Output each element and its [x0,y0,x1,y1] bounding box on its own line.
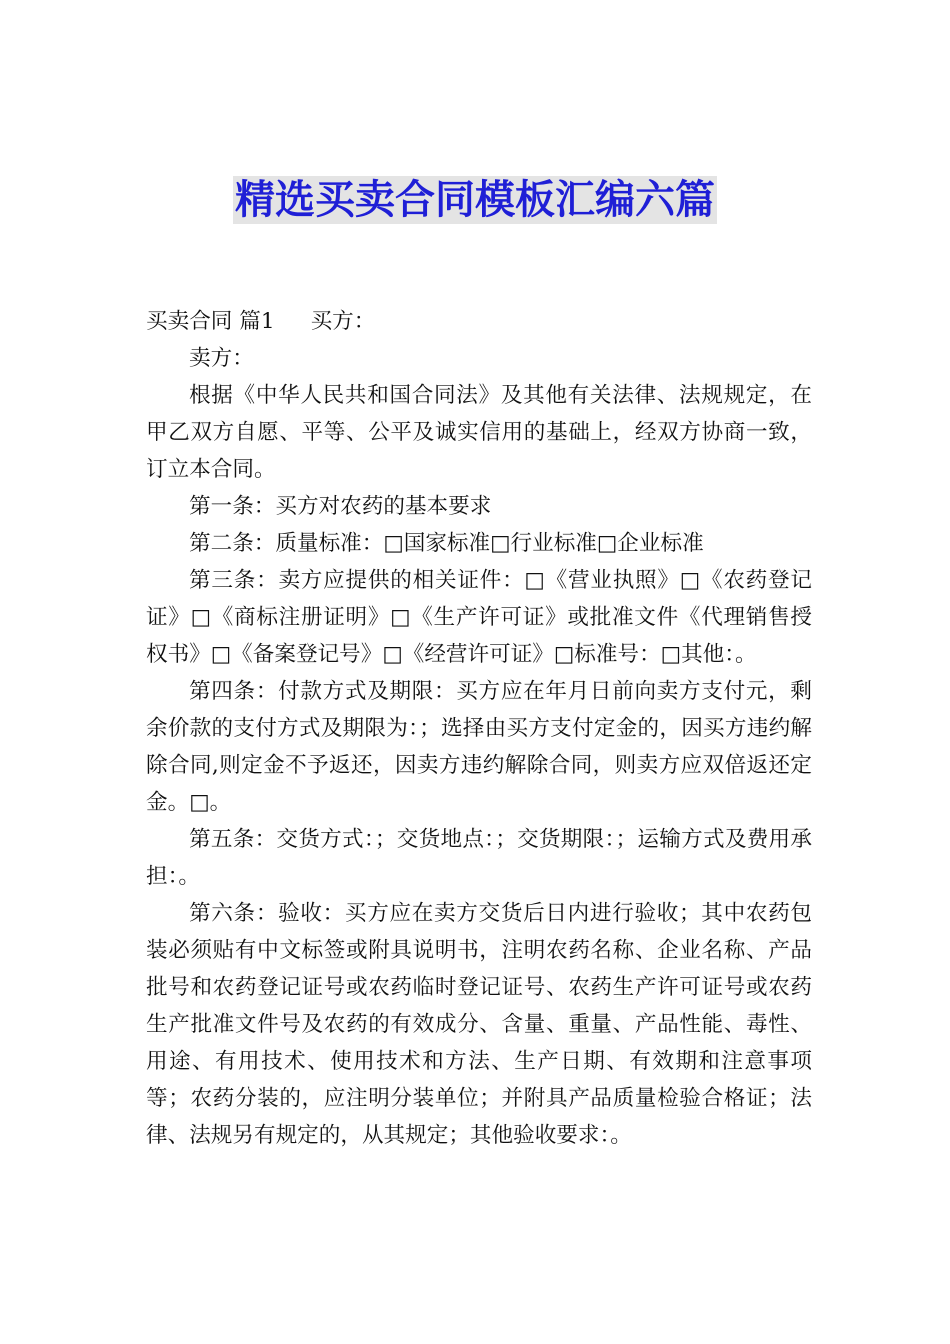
heading-line [146,303,812,340]
paragraph-article-4: 第四条：付款方式及期限：买方应在年月日前向卖方支付元，剩余价款的支付方式及期限为：；选择由买方支付定金的，因买方违约解除合同,则定金不予返还，因卖方违约解除合同，则卖方应双倍返还定金。□。 [146,679,812,815]
buyer-label: 买方： [310,309,376,334]
paragraph-article-2: 第二条：质量标准：□国家标准□行业标准□企业标准 [189,531,704,556]
document-title: 精选买卖合同模板汇编六篇 [235,177,715,223]
paragraph-article-3: 第三条：卖方应提供的相关证件：□《营业执照》□《农药登记证》□《商标注册证明》□《生产许可证》或批准文件《代理销售授权书》□《备案登记号》□《经营许可证》□标准号：□其他：。 [146,568,812,667]
document-body [146,303,812,1154]
paragraph-article-1: 第一条：买方对农药的基本要求 [189,494,492,519]
paragraph-article-6: 第六条：验收：买方应在卖方交货后日内进行验收；其中农药包装必须贴有中文标签或附具说明书，注明农药名称、企业名称、产品批号和农药登记证号或农药临时登记证号、农药生产许可证号或农药生产批准文件号及农药的有效成分、含量、重量、产品性能、毒性、用途、有用技术、使用技术和方法、生产日期、有效期和注意事项等；农药分装的，应注明分装单位；并附具产品质量检验合格证；法律、法规另有规定的，从其规定；其他验收要求：。 [146,901,812,1148]
paragraph-article-5: 第五条：交货方式：；交货地点：；交货期限：；运输方式及费用承担：。 [146,827,812,889]
paragraph-preamble: 根据《中华人民共和国合同法》及其他有关法律、法规规定，在甲乙双方自愿、平等、公平及诚实信用的基础上，经双方协商一致，订立本合同。 [146,383,812,482]
paragraph-seller: 卖方： [189,346,254,371]
contract-label: 买卖合同 篇1 [146,309,275,334]
title-container [0,176,950,224]
